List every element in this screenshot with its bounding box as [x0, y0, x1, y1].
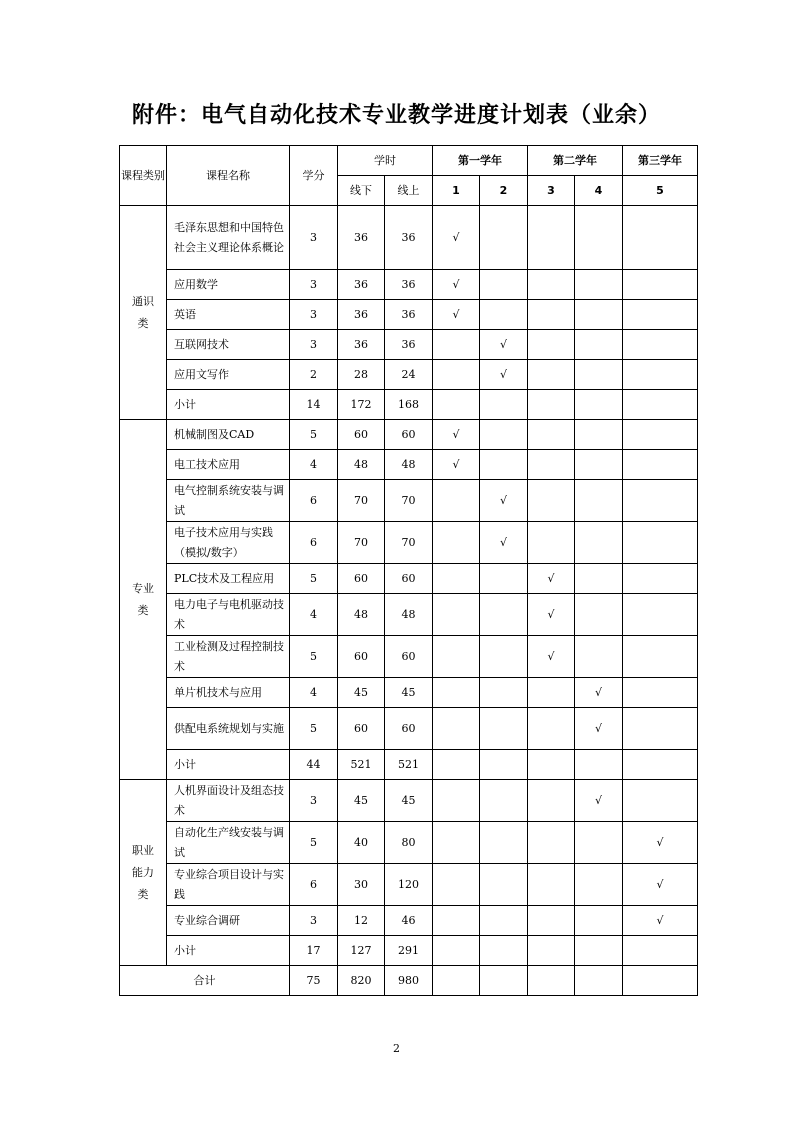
term-5-cell	[623, 564, 698, 594]
term-1-cell	[433, 678, 480, 708]
term-2-cell	[480, 780, 528, 822]
credits-cell: 3	[290, 300, 338, 330]
term-5-cell	[623, 330, 698, 360]
term-1-cell	[433, 636, 480, 678]
course-name-cell: 工业检测及过程控制技术	[167, 636, 290, 678]
credits-cell: 3	[290, 780, 338, 822]
term-3-cell	[528, 480, 575, 522]
table-row	[120, 750, 698, 780]
term-3-cell	[528, 522, 575, 564]
course-name-cell: 机械制图及CAD	[167, 420, 290, 450]
term-4-cell	[575, 708, 623, 750]
term-3-cell	[528, 864, 575, 906]
term-3-cell	[528, 360, 575, 390]
offline-cell: 36	[338, 206, 385, 270]
header-term-5: 5	[623, 176, 698, 206]
check-mark-icon: √	[452, 457, 460, 471]
table-row	[120, 822, 698, 864]
course-name-cell: 应用文写作	[167, 360, 290, 390]
credits-cell: 6	[290, 480, 338, 522]
course-name-cell: 互联网技术	[167, 330, 290, 360]
term-5-cell	[623, 822, 698, 864]
online-cell: 36	[385, 300, 433, 330]
term-3-cell	[528, 708, 575, 750]
term-2-cell	[480, 420, 528, 450]
term-2-cell	[480, 936, 528, 966]
credits-cell: 5	[290, 636, 338, 678]
table-row	[120, 636, 698, 678]
term-4-cell	[575, 522, 623, 564]
course-name-cell: 供配电系统规划与实施	[167, 708, 290, 750]
table-body	[120, 206, 698, 966]
table-row	[120, 206, 698, 270]
check-mark-icon: √	[547, 649, 555, 663]
page-number: 2	[393, 1042, 400, 1055]
term-1-cell	[433, 206, 480, 270]
term-1-cell	[433, 270, 480, 300]
header-year2: 第二学年	[528, 146, 623, 176]
term-5-cell	[623, 864, 698, 906]
check-mark-icon: √	[656, 913, 664, 927]
term-1-cell	[433, 522, 480, 564]
page-title: 附件：电气自动化技术专业教学进度计划表（业余）	[131, 103, 661, 128]
term-5-cell	[623, 780, 698, 822]
term-1-cell	[433, 330, 480, 360]
online-cell: 60	[385, 420, 433, 450]
term-3-cell	[528, 780, 575, 822]
header-term-4: 4	[575, 176, 623, 206]
table-row	[120, 780, 698, 822]
credits-cell: 6	[290, 864, 338, 906]
course-name-cell: 小计	[167, 750, 290, 780]
check-mark-icon: √	[452, 230, 460, 244]
offline-cell: 36	[338, 270, 385, 300]
term-1-cell	[433, 750, 480, 780]
term-2-cell	[480, 708, 528, 750]
term-4-cell	[575, 564, 623, 594]
offline-cell: 127	[338, 936, 385, 966]
offline-cell: 45	[338, 780, 385, 822]
credits-cell: 3	[290, 330, 338, 360]
category-cell: 专业类	[120, 420, 167, 780]
header-course-name: 课程名称	[167, 146, 290, 206]
check-mark-icon: √	[499, 535, 507, 549]
check-mark-icon: √	[499, 367, 507, 381]
check-mark-icon: √	[452, 427, 460, 441]
offline-cell: 40	[338, 822, 385, 864]
course-name-cell: PLC技术及工程应用	[167, 564, 290, 594]
table-row	[120, 390, 698, 420]
term-4-cell	[575, 300, 623, 330]
term-5-cell	[623, 936, 698, 966]
table-row	[120, 936, 698, 966]
course-name-cell: 自动化生产线安装与调试	[167, 822, 290, 864]
credits-cell: 2	[290, 360, 338, 390]
term-2-cell	[480, 906, 528, 936]
term-2-cell	[480, 864, 528, 906]
term-2-cell	[480, 206, 528, 270]
header-year3: 第三学年	[623, 146, 698, 176]
term-1-cell	[433, 390, 480, 420]
check-mark-icon: √	[452, 307, 460, 321]
term-3-cell	[528, 300, 575, 330]
offline-cell: 48	[338, 594, 385, 636]
category-cell: 职业能力类	[120, 780, 167, 966]
table-row	[120, 450, 698, 480]
course-name-cell: 电力电子与电机驱动技术	[167, 594, 290, 636]
course-name-cell: 小计	[167, 936, 290, 966]
course-name-cell: 英语	[167, 300, 290, 330]
term-2-cell	[480, 594, 528, 636]
course-name-cell: 应用数学	[167, 270, 290, 300]
credits-cell: 5	[290, 708, 338, 750]
term-2-cell	[480, 822, 528, 864]
online-cell: 36	[385, 270, 433, 300]
total-term-2	[480, 966, 528, 996]
term-4-cell	[575, 480, 623, 522]
term-1-cell	[433, 906, 480, 936]
online-cell: 168	[385, 390, 433, 420]
total-term-4	[575, 966, 623, 996]
offline-cell: 521	[338, 750, 385, 780]
header-category: 课程类别	[120, 146, 167, 206]
term-4-cell	[575, 594, 623, 636]
online-cell: 24	[385, 360, 433, 390]
check-mark-icon: √	[594, 685, 602, 699]
term-1-cell	[433, 936, 480, 966]
term-5-cell	[623, 360, 698, 390]
credits-cell: 3	[290, 206, 338, 270]
total-row	[120, 966, 698, 996]
credits-cell: 4	[290, 594, 338, 636]
header-year1: 第一学年	[433, 146, 528, 176]
term-2-cell	[480, 330, 528, 360]
offline-cell: 36	[338, 300, 385, 330]
term-2-cell	[480, 300, 528, 330]
credits-cell: 5	[290, 420, 338, 450]
term-2-cell	[480, 360, 528, 390]
term-1-cell	[433, 780, 480, 822]
online-cell: 70	[385, 522, 433, 564]
term-3-cell	[528, 750, 575, 780]
header-term-1: 1	[433, 176, 480, 206]
term-4-cell	[575, 864, 623, 906]
term-1-cell	[433, 864, 480, 906]
course-name-cell: 单片机技术与应用	[167, 678, 290, 708]
term-3-cell	[528, 594, 575, 636]
term-5-cell	[623, 390, 698, 420]
header-credits: 学分	[290, 146, 338, 206]
credits-cell: 6	[290, 522, 338, 564]
term-5-cell	[623, 420, 698, 450]
online-cell: 291	[385, 936, 433, 966]
header-offline: 线下	[338, 176, 385, 206]
term-1-cell	[433, 480, 480, 522]
table-row	[120, 360, 698, 390]
course-name-cell: 专业综合调研	[167, 906, 290, 936]
check-mark-icon: √	[594, 721, 602, 735]
offline-cell: 172	[338, 390, 385, 420]
total-label: 合计	[120, 966, 290, 996]
offline-cell: 60	[338, 636, 385, 678]
check-mark-icon: √	[594, 793, 602, 807]
online-cell: 60	[385, 636, 433, 678]
table-row	[120, 906, 698, 936]
online-cell: 120	[385, 864, 433, 906]
term-3-cell	[528, 206, 575, 270]
term-3-cell	[528, 450, 575, 480]
credits-cell: 4	[290, 450, 338, 480]
online-cell: 60	[385, 708, 433, 750]
course-name-cell: 专业综合项目设计与实践	[167, 864, 290, 906]
check-mark-icon: √	[547, 607, 555, 621]
term-4-cell	[575, 780, 623, 822]
term-4-cell	[575, 450, 623, 480]
term-4-cell	[575, 936, 623, 966]
term-2-cell	[480, 750, 528, 780]
term-3-cell	[528, 936, 575, 966]
term-5-cell	[623, 678, 698, 708]
term-2-cell	[480, 564, 528, 594]
term-1-cell	[433, 564, 480, 594]
term-3-cell	[528, 270, 575, 300]
term-3-cell	[528, 564, 575, 594]
online-cell: 36	[385, 206, 433, 270]
online-cell: 45	[385, 678, 433, 708]
term-4-cell	[575, 390, 623, 420]
term-5-cell	[623, 480, 698, 522]
term-3-cell	[528, 822, 575, 864]
total-term-5	[623, 966, 698, 996]
offline-cell: 36	[338, 330, 385, 360]
term-2-cell	[480, 480, 528, 522]
header-online: 线上	[385, 176, 433, 206]
total-offline: 820	[338, 966, 385, 996]
term-3-cell	[528, 330, 575, 360]
online-cell: 60	[385, 564, 433, 594]
term-2-cell	[480, 450, 528, 480]
term-3-cell	[528, 420, 575, 450]
credits-cell: 3	[290, 270, 338, 300]
course-name-cell: 毛泽东思想和中国特色社会主义理论体系概论	[167, 206, 290, 270]
term-4-cell	[575, 750, 623, 780]
category-cell: 通识类	[120, 206, 167, 420]
term-1-cell	[433, 420, 480, 450]
term-4-cell	[575, 206, 623, 270]
credits-cell: 4	[290, 678, 338, 708]
online-cell: 70	[385, 480, 433, 522]
term-3-cell	[528, 906, 575, 936]
table-row	[120, 330, 698, 360]
offline-cell: 12	[338, 906, 385, 936]
offline-cell: 60	[338, 420, 385, 450]
table-row	[120, 420, 698, 450]
online-cell: 45	[385, 780, 433, 822]
table-row	[120, 480, 698, 522]
table-row	[120, 564, 698, 594]
offline-cell: 60	[338, 708, 385, 750]
term-2-cell	[480, 678, 528, 708]
offline-cell: 30	[338, 864, 385, 906]
check-mark-icon: √	[656, 877, 664, 891]
offline-cell: 70	[338, 480, 385, 522]
term-4-cell	[575, 420, 623, 450]
term-4-cell	[575, 360, 623, 390]
term-5-cell	[623, 594, 698, 636]
term-5-cell	[623, 206, 698, 270]
online-cell: 46	[385, 906, 433, 936]
offline-cell: 60	[338, 564, 385, 594]
term-5-cell	[623, 450, 698, 480]
term-1-cell	[433, 822, 480, 864]
online-cell: 80	[385, 822, 433, 864]
online-cell: 36	[385, 330, 433, 360]
online-cell: 48	[385, 450, 433, 480]
course-name-cell: 电子技术应用与实践（模拟/数字）	[167, 522, 290, 564]
offline-cell: 45	[338, 678, 385, 708]
term-1-cell	[433, 594, 480, 636]
term-5-cell	[623, 906, 698, 936]
header-hours: 学时	[338, 146, 433, 176]
term-1-cell	[433, 450, 480, 480]
total-online: 980	[385, 966, 433, 996]
header-term-3: 3	[528, 176, 575, 206]
offline-cell: 70	[338, 522, 385, 564]
term-3-cell	[528, 636, 575, 678]
term-1-cell	[433, 300, 480, 330]
term-2-cell	[480, 270, 528, 300]
credits-cell: 3	[290, 906, 338, 936]
table-row	[120, 522, 698, 564]
term-5-cell	[623, 636, 698, 678]
table-row	[120, 678, 698, 708]
term-4-cell	[575, 330, 623, 360]
offline-cell: 28	[338, 360, 385, 390]
credits-cell: 5	[290, 822, 338, 864]
credits-cell: 5	[290, 564, 338, 594]
term-3-cell	[528, 678, 575, 708]
total-term-1	[433, 966, 480, 996]
table-row	[120, 708, 698, 750]
term-5-cell	[623, 750, 698, 780]
term-5-cell	[623, 300, 698, 330]
course-name-cell: 电工技术应用	[167, 450, 290, 480]
online-cell: 48	[385, 594, 433, 636]
term-2-cell	[480, 390, 528, 420]
check-mark-icon: √	[499, 337, 507, 351]
term-4-cell	[575, 906, 623, 936]
term-5-cell	[623, 270, 698, 300]
term-5-cell	[623, 522, 698, 564]
table-row	[120, 300, 698, 330]
table-row	[120, 270, 698, 300]
term-5-cell	[623, 708, 698, 750]
term-4-cell	[575, 636, 623, 678]
course-name-cell: 小计	[167, 390, 290, 420]
table-row	[120, 864, 698, 906]
term-1-cell	[433, 360, 480, 390]
credits-cell: 17	[290, 936, 338, 966]
offline-cell: 48	[338, 450, 385, 480]
check-mark-icon: √	[547, 571, 555, 585]
term-4-cell	[575, 678, 623, 708]
teaching-plan-table	[119, 145, 698, 996]
course-name-cell: 人机界面设计及组态技术	[167, 780, 290, 822]
credits-cell: 14	[290, 390, 338, 420]
course-name-cell: 电气控制系统安装与调试	[167, 480, 290, 522]
check-mark-icon: √	[499, 493, 507, 507]
header-term-2: 2	[480, 176, 528, 206]
term-1-cell	[433, 708, 480, 750]
online-cell: 521	[385, 750, 433, 780]
term-2-cell	[480, 636, 528, 678]
check-mark-icon: √	[452, 277, 460, 291]
term-2-cell	[480, 522, 528, 564]
term-3-cell	[528, 390, 575, 420]
term-4-cell	[575, 270, 623, 300]
credits-cell: 44	[290, 750, 338, 780]
total-credits: 75	[290, 966, 338, 996]
term-4-cell	[575, 822, 623, 864]
check-mark-icon: √	[656, 835, 664, 849]
total-term-3	[528, 966, 575, 996]
table-row	[120, 594, 698, 636]
